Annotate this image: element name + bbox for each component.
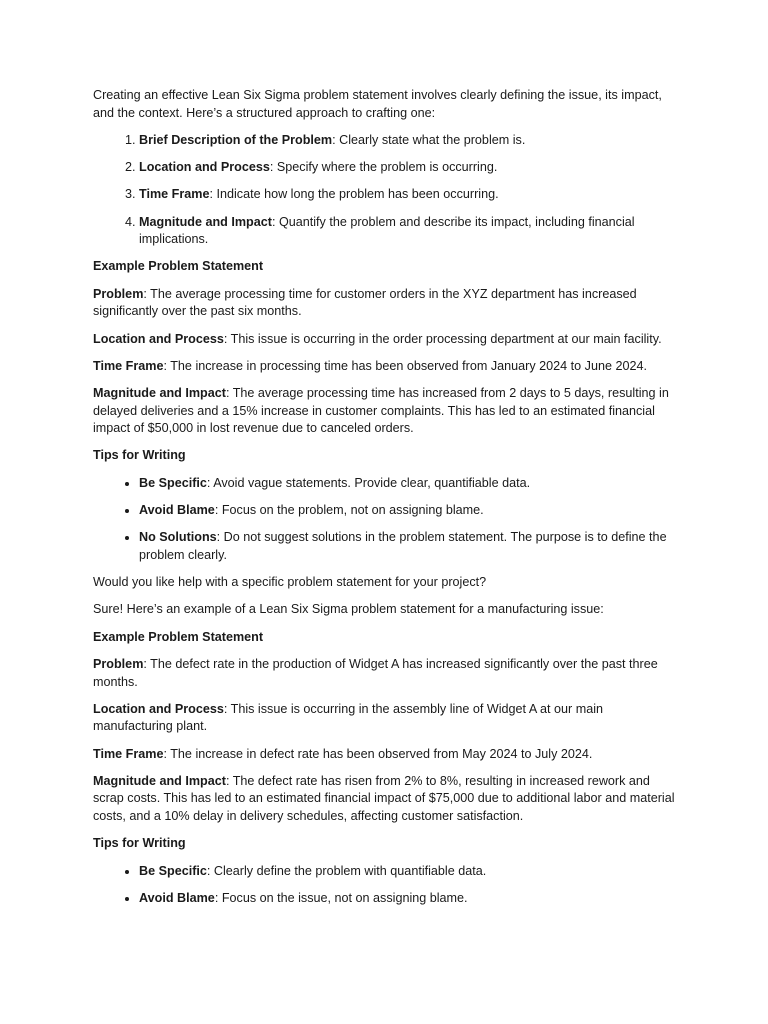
example-term: Magnitude and Impact	[93, 386, 226, 401]
step-term: Time Frame	[139, 187, 210, 202]
tip-text: : Focus on the problem, not on assigning blame.	[214, 503, 484, 518]
example-text: : The average processing time for customer orders in the XYZ department has increased significantly over the past six months.	[93, 286, 637, 319]
tips-heading: Tips for Writing	[93, 448, 186, 463]
tip-term: Be Specific	[139, 863, 207, 878]
tip-term: Avoid Blame	[139, 503, 215, 518]
tip-item	[139, 890, 683, 908]
tip-text: : Do not suggest solutions in the problem statement. The purpose is to define the problem clearly.	[139, 530, 667, 562]
example-text: : The defect rate has risen from 2% to 8%, resulting in increased rework and scrap costs. This has led to an estimated financial impact of $75,000 due to additional labor and material costs, and a 10% delay in delivery schedules, affecting customer satisfaction.	[93, 773, 675, 823]
tip-item	[139, 502, 683, 520]
example-term: Problem	[93, 286, 144, 301]
example-term: Location and Process	[93, 331, 224, 346]
tip-item	[139, 475, 683, 493]
example-paragraph	[93, 656, 683, 691]
example-text: : This issue is occurring in the order processing department at our main facility.	[223, 331, 662, 346]
tips-heading: Tips for Writing	[93, 836, 186, 851]
example-text: : This issue is occurring in the assembly line of Widget A at our main manufacturing plant.	[93, 701, 604, 734]
tip-text: : Focus on the issue, not on assigning blame.	[214, 890, 468, 905]
tip-item	[139, 863, 683, 881]
tip-text: : Clearly define the problem with quantifiable data.	[206, 863, 487, 878]
example-term: Problem	[93, 657, 144, 672]
example-paragraph	[93, 385, 683, 438]
step-term: Magnitude and Impact	[139, 214, 272, 229]
step-item	[139, 214, 683, 249]
example-paragraph	[93, 358, 683, 376]
tip-item	[139, 529, 683, 564]
steps-list	[93, 132, 683, 249]
example-paragraph	[93, 286, 683, 321]
question-paragraph: Would you like help with a specific problem statement for your project?	[93, 575, 487, 590]
example-term: Time Frame	[93, 358, 164, 373]
step-term: Location and Process	[139, 160, 270, 175]
example-text: : The defect rate in the production of Widget A has increased significantly over the past three months.	[93, 657, 658, 689]
step-item	[139, 186, 683, 204]
step-item	[139, 159, 683, 177]
example-term: Magnitude and Impact	[93, 773, 226, 788]
tip-text: : Avoid vague statements. Provide clear, quantifiable data.	[206, 475, 531, 490]
example-heading: Example Problem Statement	[93, 629, 264, 644]
example-paragraph	[93, 773, 683, 826]
step-term: Brief Description of the Problem	[139, 132, 333, 147]
example-heading: Example Problem Statement	[93, 259, 264, 274]
example-text: : The increase in processing time has been observed from January 2024 to June 2024.	[163, 358, 647, 373]
tip-term: Be Specific	[139, 475, 207, 490]
step-text: : Indicate how long the problem has been occurring.	[209, 187, 499, 202]
step-text: : Quantify the problem and describe its impact, including financial implications.	[139, 214, 635, 247]
reply-paragraph: Sure! Here’s an example of a Lean Six Sigma problem statement for a manufacturing issue:	[93, 602, 604, 617]
intro-paragraph: Creating an effective Lean Six Sigma problem statement involves clearly defining the issue, its impact, and the context. Here’s a structured approach to crafting one:	[93, 88, 662, 120]
document-page	[93, 87, 683, 917]
example-term: Time Frame	[93, 746, 164, 761]
example-term: Location and Process	[93, 701, 224, 716]
tip-term: Avoid Blame	[139, 890, 215, 905]
example-paragraph	[93, 746, 683, 764]
example-paragraph	[93, 331, 683, 349]
step-text: : Specify where the problem is occurring.	[269, 160, 498, 175]
step-item	[139, 132, 683, 150]
tips-list	[93, 863, 683, 908]
example-text: : The increase in defect rate has been observed from May 2024 to July 2024.	[163, 746, 593, 761]
example-paragraph	[93, 701, 683, 736]
example-text: : The average processing time has increased from 2 days to 5 days, resulting in delayed deliveries and a 15% increase in customer complaints. This has led to an estimated financial impact of $50,000 in lost revenue due to canceled orders.	[93, 386, 669, 436]
tips-list	[93, 475, 683, 565]
step-text: : Clearly state what the problem is.	[332, 132, 526, 147]
tip-term: No Solutions	[139, 530, 217, 545]
